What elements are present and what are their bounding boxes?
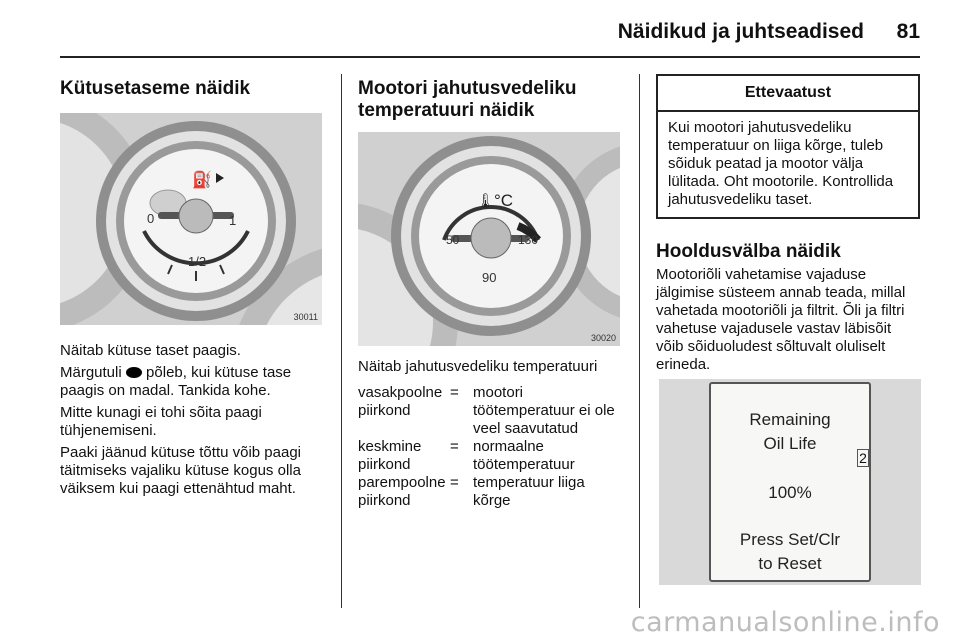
fuel-gauge-photo [60,113,322,325]
range-term: keskmine piirkond [358,438,422,473]
caution-box [656,74,920,219]
fuel-paragraph-3: Mitte kunagi ei tohi sõita paagi tühjenemiseni. [60,404,262,439]
coolant-gauge-label-low: 50 [446,233,460,247]
fuel-gauge-image [60,113,322,325]
coolant-section [358,74,620,510]
coolant-range-list [358,384,620,510]
range-equals: = [450,384,459,401]
svg-text:🌡: 🌡 [476,192,496,210]
svg-text:⛽: ⛽ [192,170,212,189]
warning-light-dot-icon [126,367,142,378]
fuel-paragraph-2-after: põleb, kui kütuse tase paagis on madal. Tankida kohe. [60,364,292,399]
range-term: parempoolne piirkond [358,474,446,509]
range-description: temperatuur liiga kõrge [473,474,585,509]
fuel-gauge-label-full: 1 [229,213,237,228]
oil-life-screen [709,382,871,582]
fuel-heading: Kütusetaseme näidik [60,78,251,99]
fuel-paragraph-1: Näitab kütuse taset paagis. [60,342,241,359]
page-header [60,16,920,56]
page-title: Näidikud ja juhtseadised [617,20,864,43]
caution-title: Ettevaatust [658,76,918,112]
oil-screen-page-indicator: 2 [857,449,869,467]
warning-oil-section [656,74,920,374]
oil-paragraph: Mootoriõli vahetamise vajaduse jälgimise süsteem annab teada, millal vahetada mootoriõli ja filtrit. Õli ja filtri vahetuse vajadusele vastav läbisõit võib sõiduoludest sõltuvalt oluliselt erineda. [656,266,906,373]
header-rule [60,56,920,58]
range-equals: = [450,474,459,491]
watermark: carmanualsonline.info [630,607,940,638]
fuel-section [60,74,324,498]
oil-screen-line-1: Remaining [749,410,831,429]
range-term: vasakpoolne piirkond [358,384,443,419]
range-description: normaalne töötemperatuur [473,438,575,473]
coolant-gauge-image [358,132,620,346]
coolant-gauge-label-high: 130 [518,233,539,247]
fuel-paragraph-2 [60,364,324,400]
coolant-range-row [358,474,620,510]
coolant-photo-code: 30020 [590,333,616,343]
oil-screen-line-2: Oil Life [763,434,817,453]
range-description: mootori töötemperatuur ei ole veel saavutatud [473,384,615,437]
page-number: 81 [896,20,920,43]
oil-life-display-photo [659,379,921,585]
fuel-paragraph-4: Paaki jäänud kütuse tõttu võib paagi täitmiseks vajaliku kütuse kogus olla väiksem kui paagi ettenähtud maht. [60,444,302,497]
caution-body: Kui mootori jahutusvedeliku temperatuur on liiga kõrge, tuleb sõiduk peatad ja mootor välja lülitada. Oht mootorile. Kontrollida jahutusvedeliku taset. [668,119,894,208]
coolant-gauge-unit: °C [494,191,514,210]
coolant-heading-line-2: temperatuuri näidik [358,100,535,121]
column-divider-1 [341,74,342,608]
oil-screen-value: 100% [768,483,812,502]
coolant-gauge-photo [358,132,620,346]
coolant-heading-line-1: Mootori jahutusvedeliku [358,78,577,99]
coolant-gauge-label-mid: 90 [482,270,497,285]
column-divider-2 [639,74,640,608]
oil-screen-line-4: to Reset [758,554,822,573]
coolant-range-row [358,438,620,474]
fuel-gauge-label-empty: 0 [147,211,155,226]
range-equals: = [450,438,459,455]
oil-screen-line-3: Press Set/Clr [739,530,841,549]
coolant-range-row [358,384,620,438]
coolant-paragraph-1: Näitab jahutusvedeliku temperatuuri [358,358,598,375]
oil-heading: Hooldusvälba näidik [656,241,841,262]
fuel-paragraph-2-before: Märgutuli [60,364,122,381]
fuel-photo-code: 30011 [293,312,318,322]
fuel-gauge-label-half: 1/2 [188,254,207,269]
